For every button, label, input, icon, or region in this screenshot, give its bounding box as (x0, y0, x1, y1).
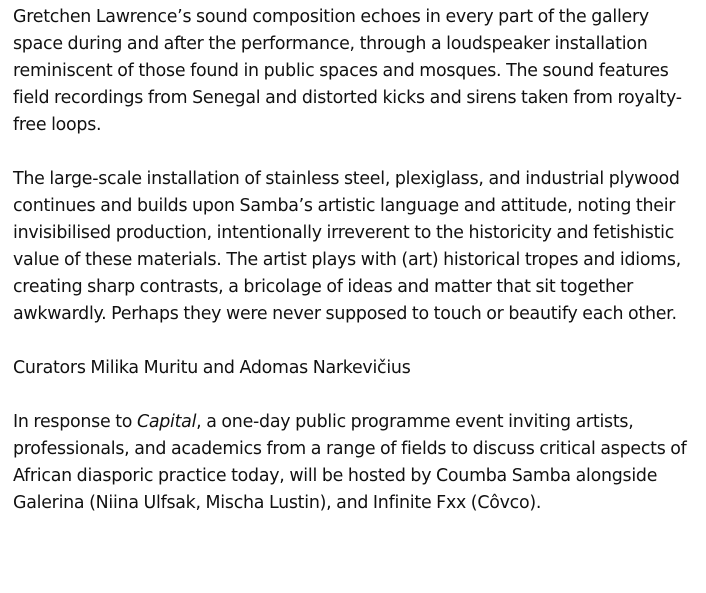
programme-description: , a one-day public programme event inviting artists, professionals, and academics from a range of fields to discuss critical aspects of African diasporic practice today, will be hosted by Coumba Samba alongside Galerina (Niina Ulfsak, Mischa Lustin), and Infinite Fxx (Côvco). (13, 412, 687, 513)
paragraph-curators: Curators Milika Muritu and Adomas Narkevičius (13, 358, 411, 378)
programme-prefix: In response to (13, 412, 137, 432)
paragraph-sound-composition: Gretchen Lawrence’s sound composition echoes in every part of the gallery space during and after the performance, through a loudspeaker installation reminiscent of those found in public spaces and mosques. The sound features field recordings from Senegal and distorted kicks and sirens taken from royalty-free loops. (13, 7, 682, 135)
paragraph-public-programme (13, 409, 701, 517)
exhibition-title: Capital (136, 412, 197, 432)
paragraph-installation: The large-scale installation of stainless steel, plexiglass, and industrial plywood continues and builds upon Samba’s artistic language and attitude, noting their invisibilised production, intentionally irreverent to the historicity and fetishistic value of these materials. The artist plays with (art) historical tropes and idioms, creating sharp contrasts, a bricolage of ideas and matter that sit together awkwardly. Perhaps they were never supposed to touch or beautify each other. (13, 169, 681, 324)
article-body (13, 4, 701, 517)
